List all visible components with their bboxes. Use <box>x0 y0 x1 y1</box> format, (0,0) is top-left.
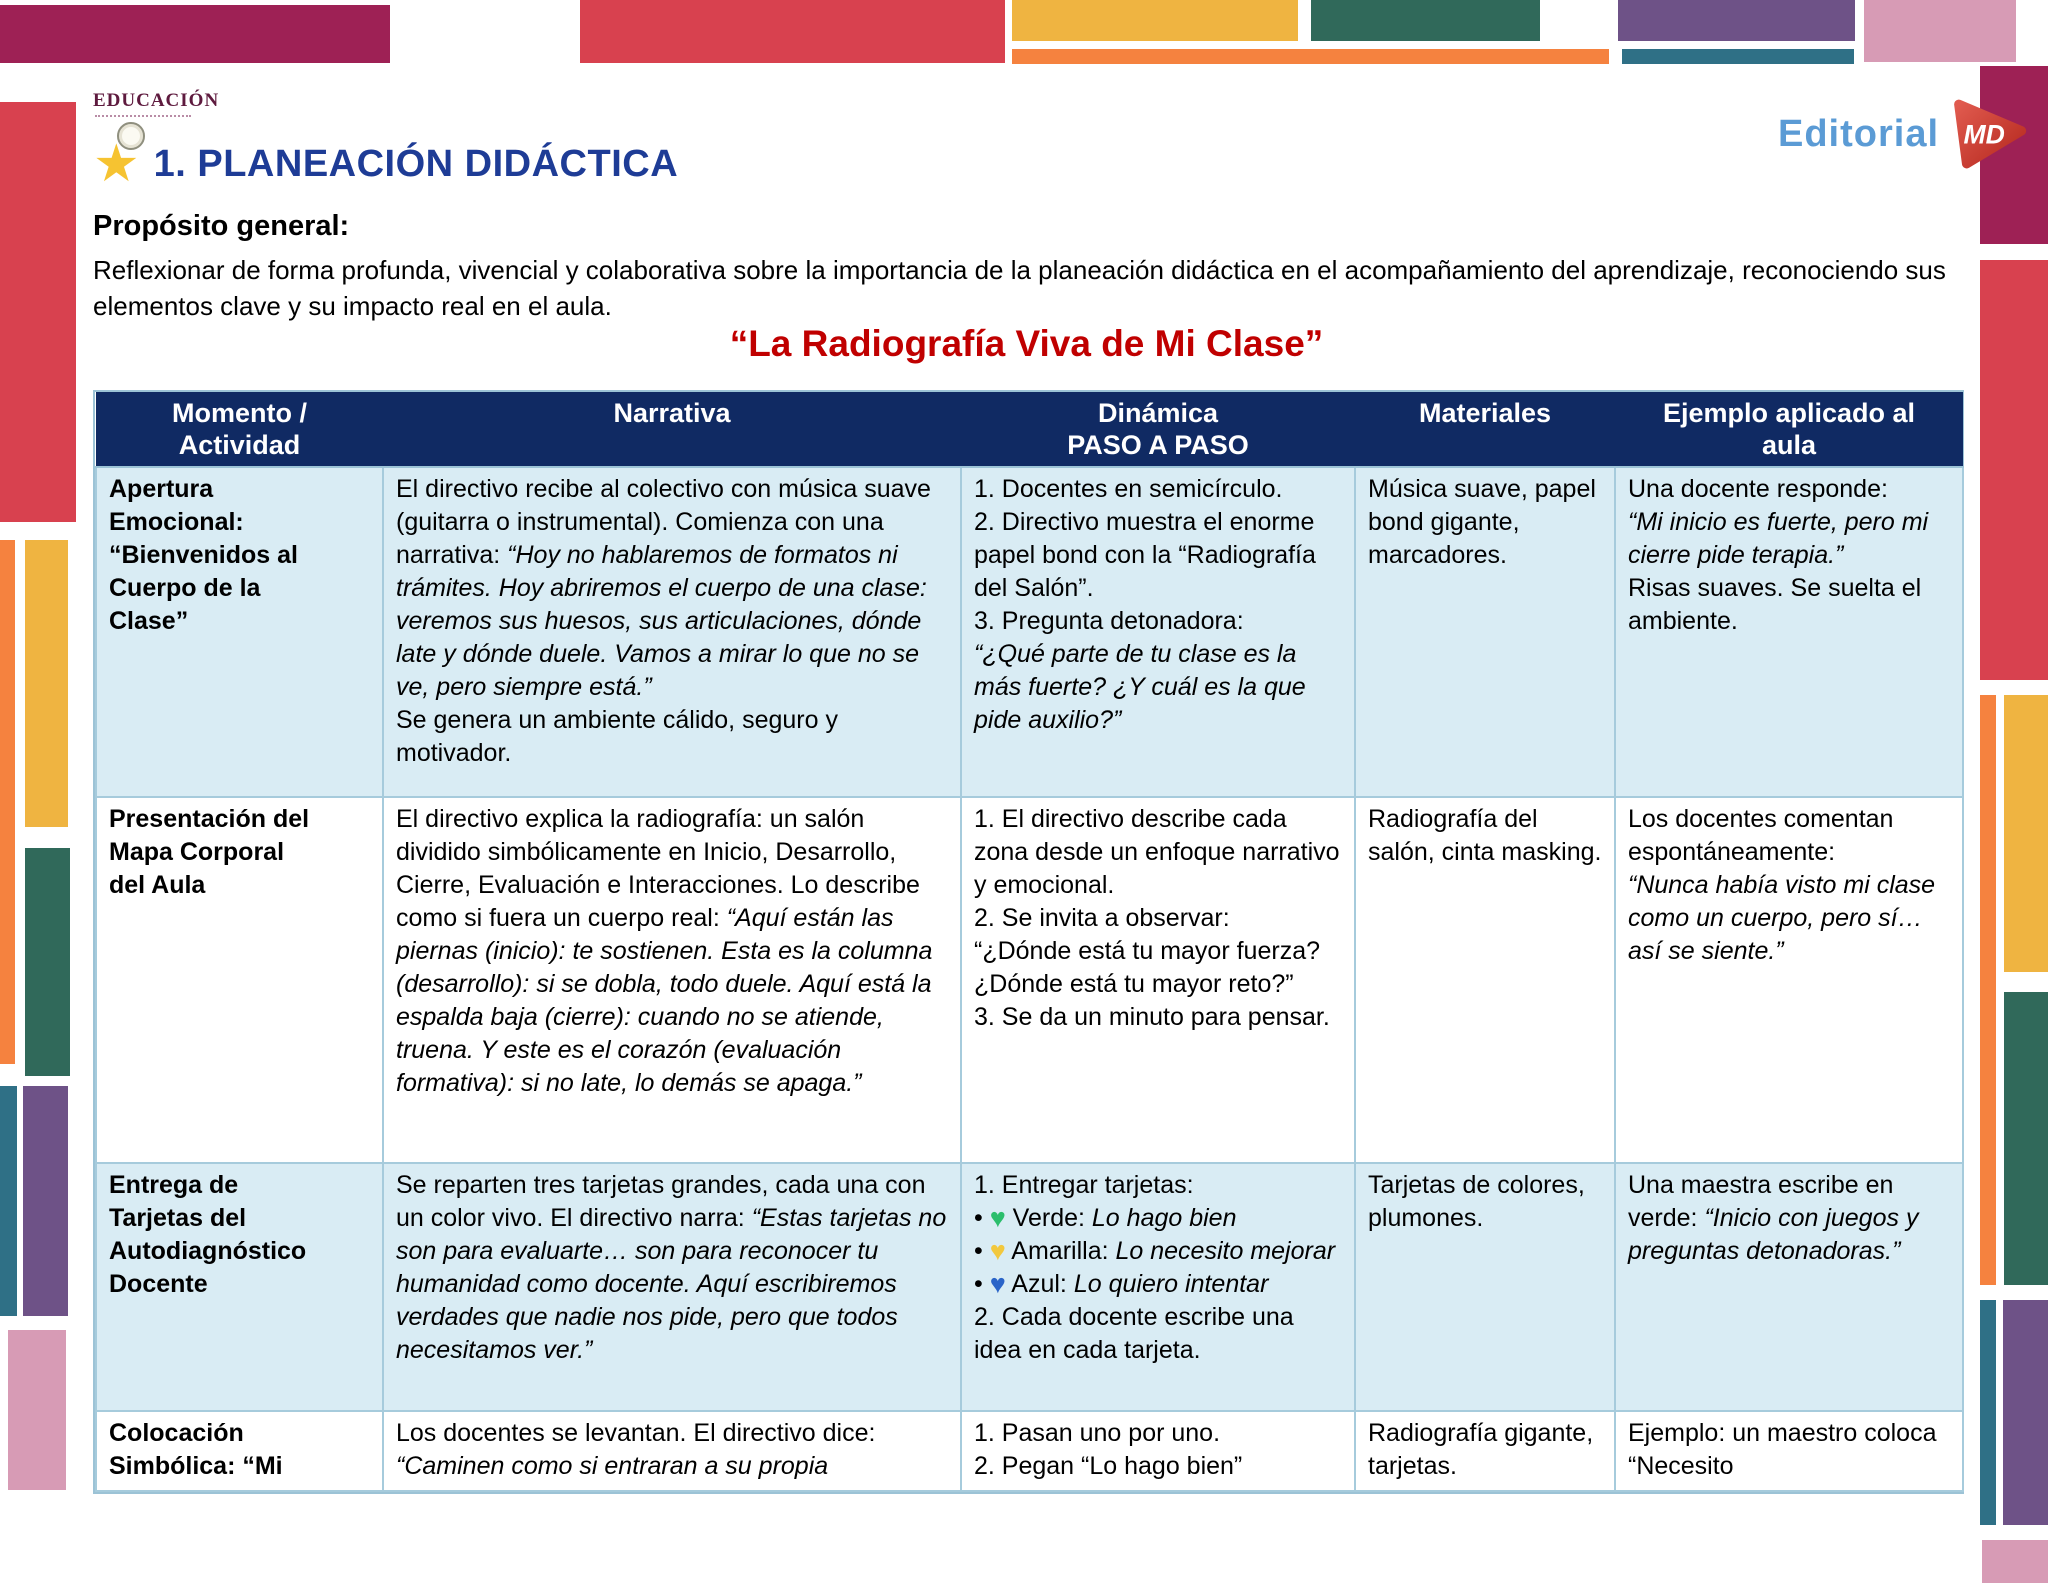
activity-table <box>95 392 1964 1492</box>
cell-narrativa: El directivo recibe al colectivo con música suave (guitarra o instrumental). Comienza con una narrativa: “Hoy no hablaremos de formatos ni trámites. Hoy abriremos el cuerpo de una clase: veremos sus huesos, sus articulaciones, dónde late y dónde duele. Vamos a mirar lo que no se ve, pero siempre está.” Se genera un ambiente cálido, seguro y motivador. <box>383 467 961 797</box>
decor-tile <box>1980 260 2048 680</box>
cell-narrativa: Se reparten tres tarjetas grandes, cada una con un color vivo. El directivo narra: “Estas tarjetas no son para evaluarte… son para reconocer tu humanidad como docente. Aquí escribiremos verdades que nadie nos pide, pero que todos necesitamos ver.” <box>383 1163 961 1411</box>
column-header: Narrativa <box>383 392 961 467</box>
cell-ejemplo: Una maestra escribe en verde: “Inicio con juegos y preguntas detonadoras.” <box>1615 1163 1963 1411</box>
activity-table-wrapper <box>93 390 1964 1494</box>
decor-tile <box>8 1330 66 1490</box>
decor-tile <box>1864 0 2016 62</box>
educacion-logo-text: EDUCACIÓN <box>93 90 220 111</box>
cell-dinamica: 1. Entregar tarjetas: • ♥ Verde: Lo hago bien • ♥ Amarilla: Lo necesito mejorar • ♥ Azul: Lo quiero intentar 2. Cada docente escribe una idea en cada tarjeta. <box>961 1163 1355 1411</box>
decor-tile <box>0 540 15 1064</box>
md-triangle-icon <box>1947 98 2027 170</box>
cell-dinamica: 1. El directivo describe cada zona desde un enfoque narrativo y emocional. 2. Se invita a observar: “¿Dónde está tu mayor fuerza? ¿Dónde está tu mayor reto?” 3. Se da un minuto para pensar. <box>961 797 1355 1163</box>
decor-tile <box>0 5 390 63</box>
cell-momento: Apertura Emocional: “Bienvenidos al Cuerpo de la Clase” <box>96 467 383 797</box>
column-header: Materiales <box>1355 392 1615 467</box>
decor-tile <box>1980 1300 1996 1525</box>
decor-tile <box>1012 49 1609 64</box>
cell-materiales: Tarjetas de colores, plumones. <box>1355 1163 1615 1411</box>
decor-tile <box>25 540 68 827</box>
decor-tile <box>23 1086 68 1316</box>
decor-tile <box>1618 0 1855 41</box>
brand-name: Editorial <box>1778 112 1940 155</box>
cell-narrativa: Los docentes se levantan. El directivo dice: “Caminen como si entraran a su propia <box>383 1411 961 1491</box>
svg-text:MD: MD <box>1963 119 2005 150</box>
decor-tile <box>0 102 76 522</box>
cell-dinamica: 1. Pasan uno por uno. 2. Pegan “Lo hago bien” <box>961 1411 1355 1491</box>
green-heart-icon: ♥ <box>989 1203 1006 1233</box>
column-header: Dinámica PASO A PASO <box>961 392 1355 467</box>
cell-materiales: Radiografía del salón, cinta masking. <box>1355 797 1615 1163</box>
table-row <box>96 1163 1963 1411</box>
table-header-row <box>96 392 1963 467</box>
title-row <box>93 135 679 193</box>
column-header: Ejemplo aplicado al aula <box>1615 392 1963 467</box>
cell-ejemplo: Una docente responde: “Mi inicio es fuerte, pero mi cierre pide terapia.” Risas suaves. Se suelta el ambiente. <box>1615 467 1963 797</box>
cell-momento: Presentación del Mapa Corporal del Aula <box>96 797 383 1163</box>
decor-tile <box>1311 0 1540 41</box>
decor-tile <box>1012 0 1298 41</box>
decor-tile <box>25 848 70 1076</box>
decor-tile <box>1622 49 1854 64</box>
cell-ejemplo: Los docentes comentan espontáneamente: “Nunca había visto mi clase como un cuerpo, pero sí… así se siente.” <box>1615 797 1963 1163</box>
cell-momento: Entrega de Tarjetas del Autodiagnóstico Docente <box>96 1163 383 1411</box>
decor-tile <box>0 1086 17 1316</box>
table-row <box>96 1411 1963 1491</box>
purpose-label: Propósito general: <box>93 210 350 242</box>
blue-heart-icon: ♥ <box>989 1269 1006 1299</box>
decor-tile <box>2004 695 2048 972</box>
yellow-heart-icon: ♥ <box>989 1236 1006 1266</box>
table-row <box>96 467 1963 797</box>
decor-tile <box>2004 992 2048 1285</box>
cell-momento: Colocación Simbólica: “Mi <box>96 1411 383 1491</box>
column-header: Momento / Actividad <box>96 392 383 467</box>
star-icon: ★ <box>93 135 140 193</box>
decor-tile <box>1982 1540 2048 1583</box>
activity-title: “La Radiografía Viva de Mi Clase” <box>729 323 1324 364</box>
cell-materiales: Música suave, papel bond gigante, marcadores. <box>1355 467 1615 797</box>
page-title: 1. PLANEACIÓN DIDÁCTICA <box>153 142 679 185</box>
cell-narrativa: El directivo explica la radiografía: un salón dividido simbólicamente en Inicio, Desarrollo, Cierre, Evaluación e Interacciones. Lo describe como si fuera un cuerpo real: “Aquí están las piernas (inicio): te sostienen. Esta es la columna (desarrollo): si se dobla, todo duele. Aquí está la espalda baja (cierre): cuando no se atiende, truena. Y este es el corazón (evaluación formativa): si no late, lo demás se apaga.” <box>383 797 961 1163</box>
decor-tile <box>580 0 1005 63</box>
educacion-logo-subtitle-line <box>95 115 191 117</box>
cell-materiales: Radiografía gigante, tarjetas. <box>1355 1411 1615 1491</box>
purpose-text: Reflexionar de forma profunda, vivencial y colaborativa sobre la importancia de la planeación didáctica en el acompañamiento del aprendizaje, reconociendo sus elementos clave y su impacto real en el aula. <box>93 255 1946 321</box>
decor-tile <box>2003 1300 2048 1525</box>
cell-ejemplo: Ejemplo: un maestro coloca “Necesito <box>1615 1411 1963 1491</box>
table-row <box>96 797 1963 1163</box>
decor-tile <box>1980 695 1996 1285</box>
editorial-md-logo <box>1778 98 2027 170</box>
cell-dinamica: 1. Docentes en semicírculo. 2. Directivo muestra el enorme papel bond con la “Radiografía del Salón”. 3. Pregunta detonadora: “¿Qué parte de tu clase es la más fuerte? ¿Y cuál es la que pide auxilio?” <box>961 467 1355 797</box>
